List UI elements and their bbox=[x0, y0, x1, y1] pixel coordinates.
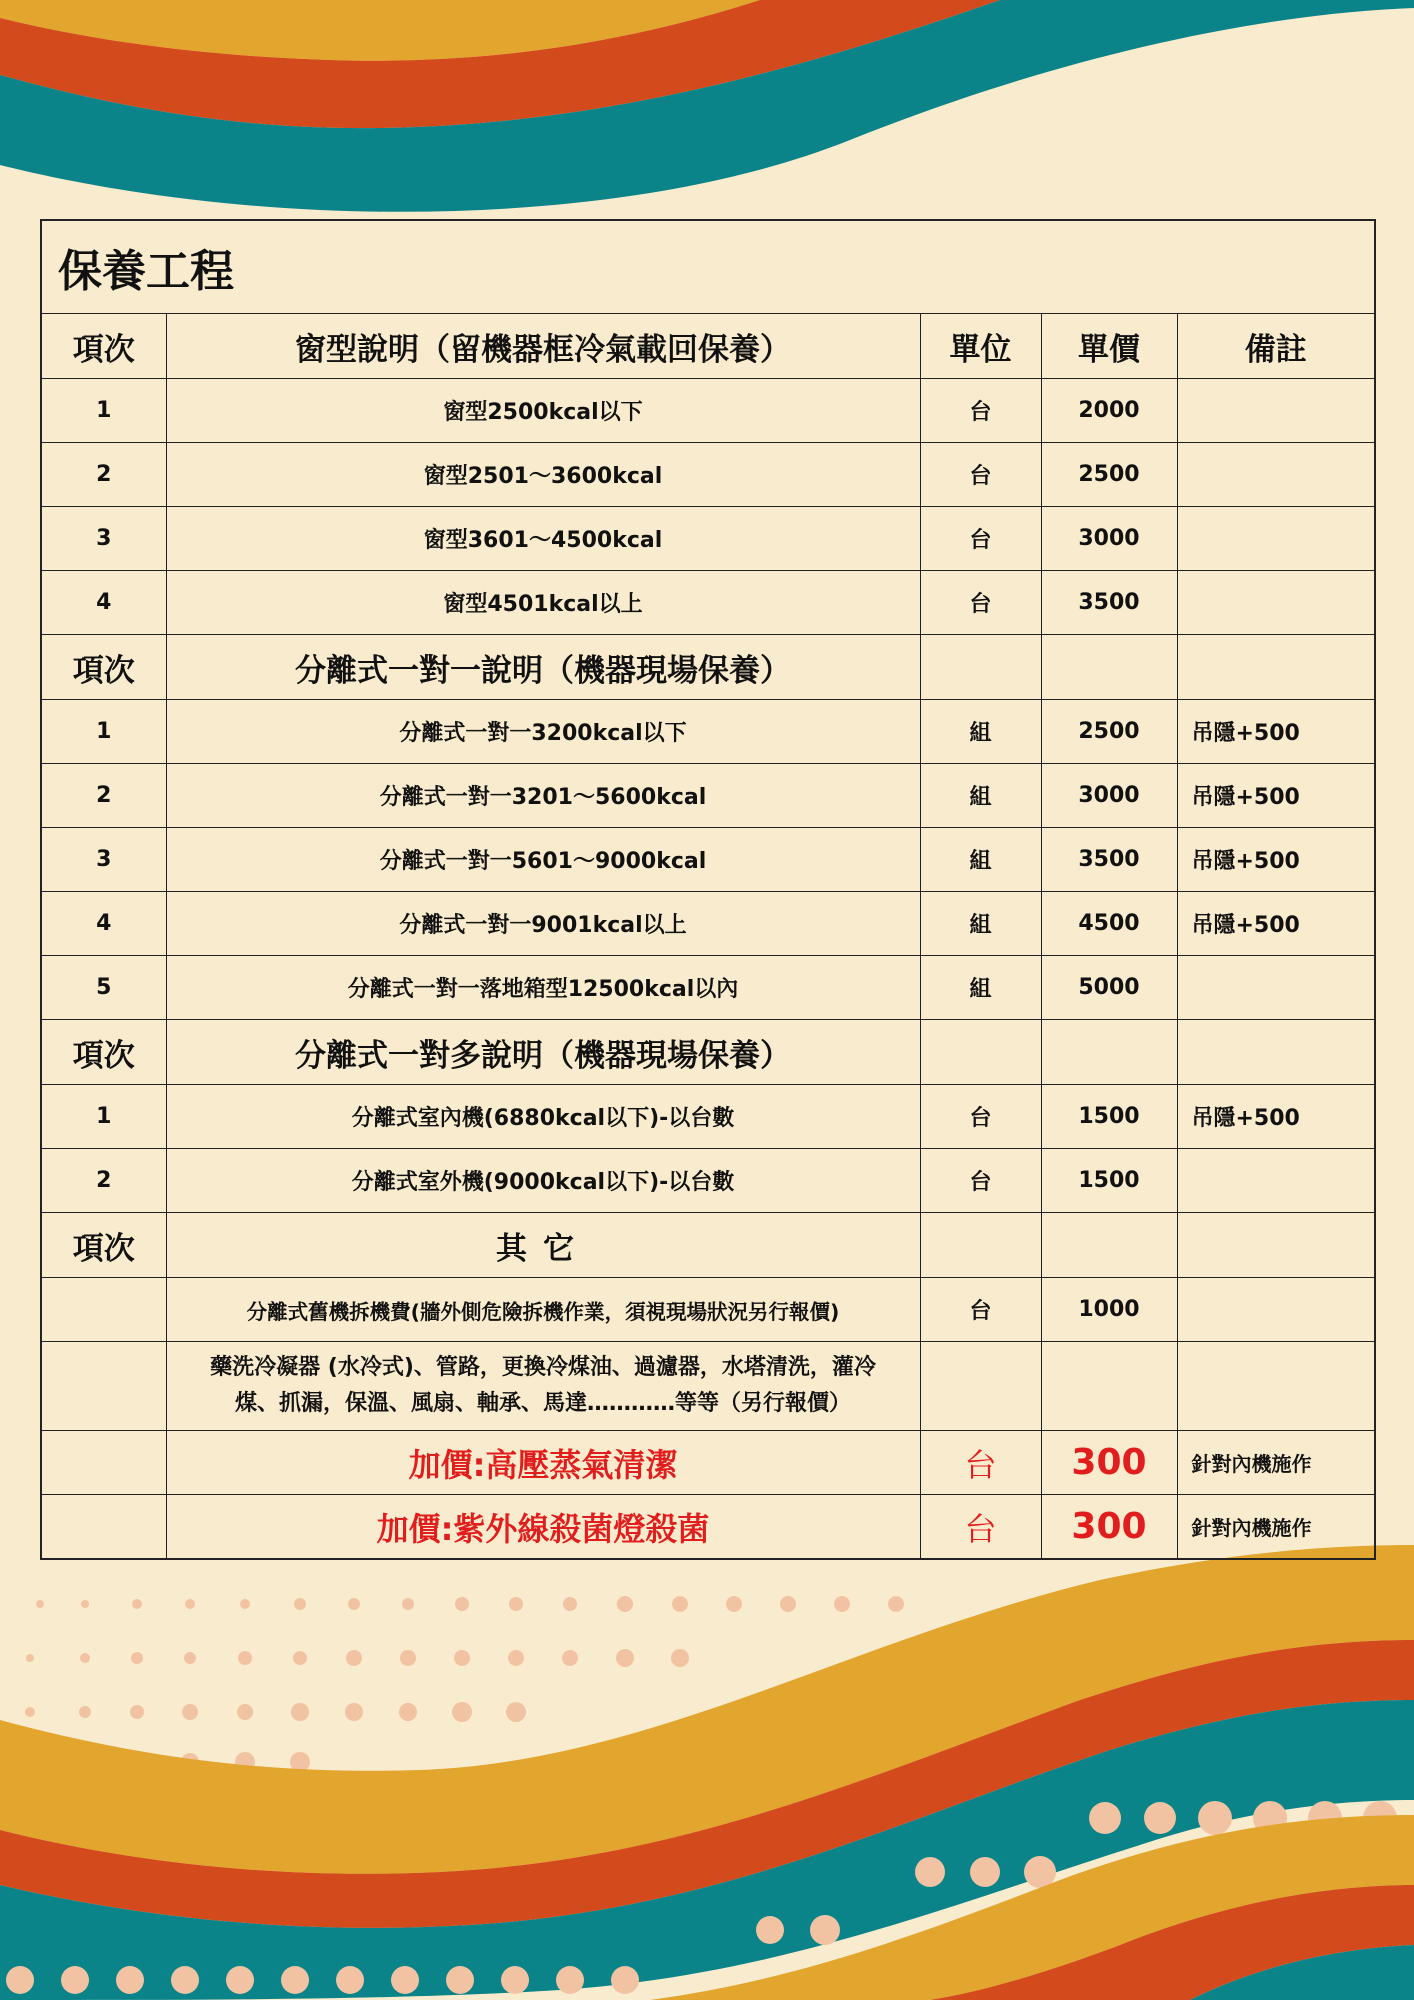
item-price: 1500 bbox=[1041, 1149, 1177, 1213]
item-number bbox=[41, 1342, 166, 1431]
item-price: 3000 bbox=[1041, 507, 1177, 571]
item-unit: 組 bbox=[920, 892, 1041, 956]
header-item: 項次 bbox=[41, 635, 166, 700]
item-description: 加價:高壓蒸氣清潔 bbox=[166, 1431, 920, 1495]
item-description: 加價:紫外線殺菌燈殺菌 bbox=[166, 1495, 920, 1560]
item-unit: 台 bbox=[920, 1149, 1041, 1213]
section-header-row bbox=[41, 635, 1375, 700]
item-description: 分離式一對一3200kcal以下 bbox=[166, 700, 920, 764]
page-title: 保養工程 bbox=[41, 220, 1375, 314]
table-row bbox=[41, 571, 1375, 635]
item-number: 2 bbox=[41, 764, 166, 828]
item-number: 2 bbox=[41, 443, 166, 507]
section-header-row bbox=[41, 1020, 1375, 1085]
header-unit-empty bbox=[920, 1213, 1041, 1278]
table-row-addon bbox=[41, 1431, 1375, 1495]
item-note bbox=[1177, 571, 1375, 635]
item-note bbox=[1177, 507, 1375, 571]
item-description: 窗型3601～4500kcal bbox=[166, 507, 920, 571]
item-unit: 組 bbox=[920, 956, 1041, 1020]
item-number: 3 bbox=[41, 828, 166, 892]
item-price: 2500 bbox=[1041, 443, 1177, 507]
table-row bbox=[41, 507, 1375, 571]
item-number: 3 bbox=[41, 507, 166, 571]
item-price: 2500 bbox=[1041, 700, 1177, 764]
header-price-empty bbox=[1041, 1020, 1177, 1085]
table-row-addon bbox=[41, 1495, 1375, 1560]
header-note: 備註 bbox=[1177, 314, 1375, 379]
table-row bbox=[41, 1278, 1375, 1342]
header-note-empty bbox=[1177, 1020, 1375, 1085]
item-note: 吊隱+500 bbox=[1177, 700, 1375, 764]
item-note bbox=[1177, 1278, 1375, 1342]
table-row bbox=[41, 379, 1375, 443]
item-note: 吊隱+500 bbox=[1177, 828, 1375, 892]
item-unit: 台 bbox=[920, 443, 1041, 507]
item-description: 分離式室內機(6880kcal以下)-以台數 bbox=[166, 1085, 920, 1149]
table-row bbox=[41, 700, 1375, 764]
item-price: 3500 bbox=[1041, 828, 1177, 892]
item-price: 1500 bbox=[1041, 1085, 1177, 1149]
item-note bbox=[1177, 956, 1375, 1020]
item-price: 300 bbox=[1041, 1431, 1177, 1495]
table-row bbox=[41, 956, 1375, 1020]
header-unit-empty bbox=[920, 635, 1041, 700]
header-desc: 分離式一對多說明（機器現場保養） bbox=[166, 1020, 920, 1085]
maintenance-price-table bbox=[40, 219, 1376, 1560]
item-unit: 台 bbox=[920, 379, 1041, 443]
item-number: 5 bbox=[41, 956, 166, 1020]
header-desc: 其它 bbox=[166, 1213, 920, 1278]
item-unit: 台 bbox=[920, 1085, 1041, 1149]
section-header-row bbox=[41, 314, 1375, 379]
table-row bbox=[41, 828, 1375, 892]
table-row bbox=[41, 1085, 1375, 1149]
item-number: 1 bbox=[41, 700, 166, 764]
item-description: 窗型2501～3600kcal bbox=[166, 443, 920, 507]
header-desc: 分離式一對一說明（機器現場保養） bbox=[166, 635, 920, 700]
item-note: 吊隱+500 bbox=[1177, 1085, 1375, 1149]
item-price: 3000 bbox=[1041, 764, 1177, 828]
item-note bbox=[1177, 1149, 1375, 1213]
item-unit: 組 bbox=[920, 764, 1041, 828]
header-note-empty bbox=[1177, 1213, 1375, 1278]
item-note: 吊隱+500 bbox=[1177, 764, 1375, 828]
item-price: 3500 bbox=[1041, 571, 1177, 635]
item-note bbox=[1177, 379, 1375, 443]
item-unit bbox=[920, 1342, 1041, 1431]
item-number: 2 bbox=[41, 1149, 166, 1213]
item-price bbox=[1041, 1342, 1177, 1431]
item-number: 4 bbox=[41, 571, 166, 635]
item-unit: 台 bbox=[920, 1278, 1041, 1342]
header-note-empty bbox=[1177, 635, 1375, 700]
item-unit: 組 bbox=[920, 828, 1041, 892]
item-note bbox=[1177, 443, 1375, 507]
item-description: 分離式舊機拆機費(牆外側危險拆機作業，須視現場狀況另行報價) bbox=[166, 1278, 920, 1342]
header-price-empty bbox=[1041, 635, 1177, 700]
item-unit: 台 bbox=[920, 507, 1041, 571]
item-description: 窗型2500kcal以下 bbox=[166, 379, 920, 443]
item-number: 1 bbox=[41, 1085, 166, 1149]
item-price: 1000 bbox=[1041, 1278, 1177, 1342]
item-price: 300 bbox=[1041, 1495, 1177, 1560]
table-row bbox=[41, 764, 1375, 828]
item-description: 分離式一對一落地箱型12500kcal以內 bbox=[166, 956, 920, 1020]
item-note: 吊隱+500 bbox=[1177, 892, 1375, 956]
item-number bbox=[41, 1431, 166, 1495]
header-unit-empty bbox=[920, 1020, 1041, 1085]
item-description: 分離式一對一9001kcal以上 bbox=[166, 892, 920, 956]
table-row bbox=[41, 1342, 1375, 1431]
item-number bbox=[41, 1278, 166, 1342]
header-item: 項次 bbox=[41, 314, 166, 379]
item-price: 5000 bbox=[1041, 956, 1177, 1020]
item-description: 分離式一對一5601～9000kcal bbox=[166, 828, 920, 892]
item-unit: 組 bbox=[920, 700, 1041, 764]
header-desc: 窗型說明（留機器框冷氣載回保養） bbox=[166, 314, 920, 379]
table-row bbox=[41, 1149, 1375, 1213]
item-note: 針對內機施作 bbox=[1177, 1431, 1375, 1495]
description-line-1: 藥洗冷凝器 (水冷式)、管路，更換冷煤油、過濾器，水塔清洗，灌冷 bbox=[210, 1355, 876, 1380]
item-number: 4 bbox=[41, 892, 166, 956]
header-item: 項次 bbox=[41, 1020, 166, 1085]
item-price: 4500 bbox=[1041, 892, 1177, 956]
header-unit: 單位 bbox=[920, 314, 1041, 379]
section-header-row bbox=[41, 1213, 1375, 1278]
item-description: 分離式一對一3201～5600kcal bbox=[166, 764, 920, 828]
item-number: 1 bbox=[41, 379, 166, 443]
item-price: 2000 bbox=[1041, 379, 1177, 443]
description-line-2: 煤、抓漏，保溫、風扇、軸承、馬達…………等等（另行報價） bbox=[234, 1391, 851, 1416]
item-description: 分離式室外機(9000kcal以下)-以台數 bbox=[166, 1149, 920, 1213]
item-note: 針對內機施作 bbox=[1177, 1495, 1375, 1560]
item-description: 窗型4501kcal以上 bbox=[166, 571, 920, 635]
item-number bbox=[41, 1495, 166, 1560]
item-unit: 台 bbox=[920, 1431, 1041, 1495]
item-note bbox=[1177, 1342, 1375, 1431]
header-price-empty bbox=[1041, 1213, 1177, 1278]
table-row bbox=[41, 892, 1375, 956]
item-unit: 台 bbox=[920, 571, 1041, 635]
table-row bbox=[41, 443, 1375, 507]
item-description bbox=[166, 1342, 920, 1431]
header-price: 單價 bbox=[1041, 314, 1177, 379]
header-item: 項次 bbox=[41, 1213, 166, 1278]
item-unit: 台 bbox=[920, 1495, 1041, 1560]
